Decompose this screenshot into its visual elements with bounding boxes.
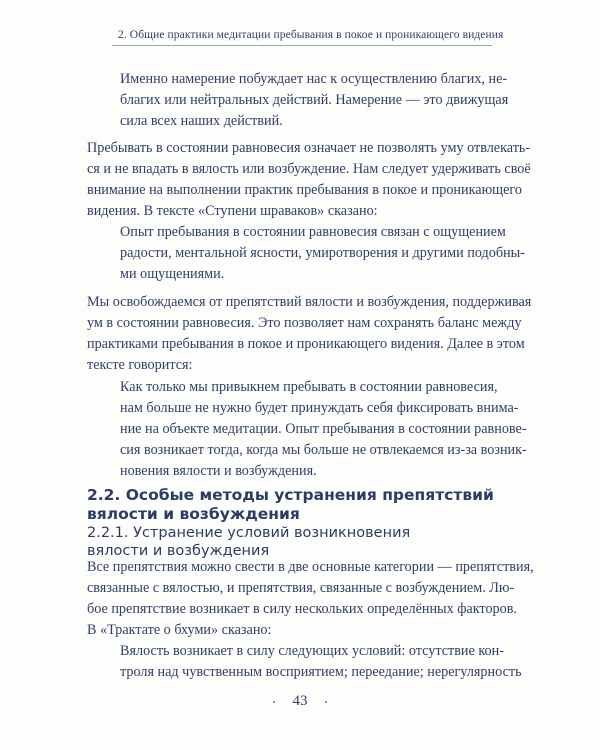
quote-habituation	[120, 377, 527, 482]
text-line: ми ощущениями.	[120, 266, 225, 282]
text-line: Пребывать в состоянии равновесия означает не позволять уму отвлекать-	[87, 140, 531, 156]
quote-shravaka-levels	[120, 222, 525, 285]
text-line: новения вялости и возбуждения.	[120, 463, 317, 479]
paragraph-freedom	[87, 292, 532, 376]
text-line: ние на объекте медитации. Опыт пребывания в состоянии равнове-	[120, 421, 527, 437]
text-line: видения. В тексте «Ступени шраваков» сказано:	[87, 203, 378, 219]
text-line: троля над чувственным восприятием; переедание; нерегулярность	[120, 664, 522, 680]
footer-dot-right	[325, 701, 327, 703]
text-line: благих или нейтральных действий. Намерение — это движущая	[120, 92, 509, 108]
quote-bhumi-treatise	[120, 641, 522, 683]
running-header: 2. Общие практики медитации пребывания в покое и проникающего видения	[118, 29, 504, 41]
text-line: нам больше не нужно будет принуждать себя фиксировать внима-	[120, 400, 519, 416]
text-line: связанные с вялостью, и препятствия, связанные с возбуждением. Лю-	[87, 580, 515, 596]
text-line: Опыт пребывания в состоянии равновесия связан с ощущением	[120, 224, 506, 240]
text-line: Все препятствия можно свести в две основные категории — препятствия,	[87, 559, 534, 575]
paragraph-equanimity	[87, 138, 531, 222]
heading-line: вялости и возбуждения	[87, 543, 270, 559]
heading-line: вялости и возбуждения	[87, 505, 300, 523]
text-line: радости, ментальной ясности, умиротворения и другими подобны-	[120, 245, 525, 261]
text-line: В «Трактате о бхуми» сказано:	[87, 622, 272, 638]
text-line: сия возникает тогда, когда мы больше не отвлекаемся из-за возник-	[120, 442, 527, 458]
heading-line: 2.2. Особые методы устранения препятствий	[87, 486, 494, 504]
header-divider	[112, 45, 492, 46]
text-line: внимание на выполнении практик пребывания в покое и проникающего	[87, 182, 522, 198]
page-number: 43	[292, 693, 308, 709]
text-line: бое препятствие возникает в силу нескольких определённых факторов.	[87, 601, 517, 617]
text-line: Вялость возникает в силу следующих условий: отсутствие кон-	[120, 643, 504, 659]
heading-line: 2.2.1. Устранение условий возникновения	[87, 525, 411, 541]
text-line: Мы освобождаемся от препятствий вялости и возбуждения, поддерживая	[87, 294, 532, 310]
text-line: практиками пребывания в покое и проникающего видения. Далее в этом	[87, 336, 525, 352]
quote-intention	[120, 69, 509, 132]
text-line: сила всех наших действий.	[120, 113, 283, 129]
text-line: тексте говорится:	[87, 357, 193, 373]
text-line: Именно намерение побуждает нас к осуществлению благих, не-	[120, 71, 508, 87]
section-heading	[87, 486, 494, 524]
footer-dot-left	[273, 701, 275, 703]
text-line: ум в состоянии равновесия. Это позволяет нам сохранять баланс между	[87, 315, 522, 331]
page-footer	[0, 693, 600, 710]
paragraph-obstacles	[87, 557, 534, 641]
subsection-heading	[87, 524, 410, 560]
text-line: ся и не впадать в вялость или возбуждение. Нам следует удерживать своё	[87, 161, 531, 177]
text-line: Как только мы привыкнем пребывать в состоянии равновесия,	[120, 379, 498, 395]
